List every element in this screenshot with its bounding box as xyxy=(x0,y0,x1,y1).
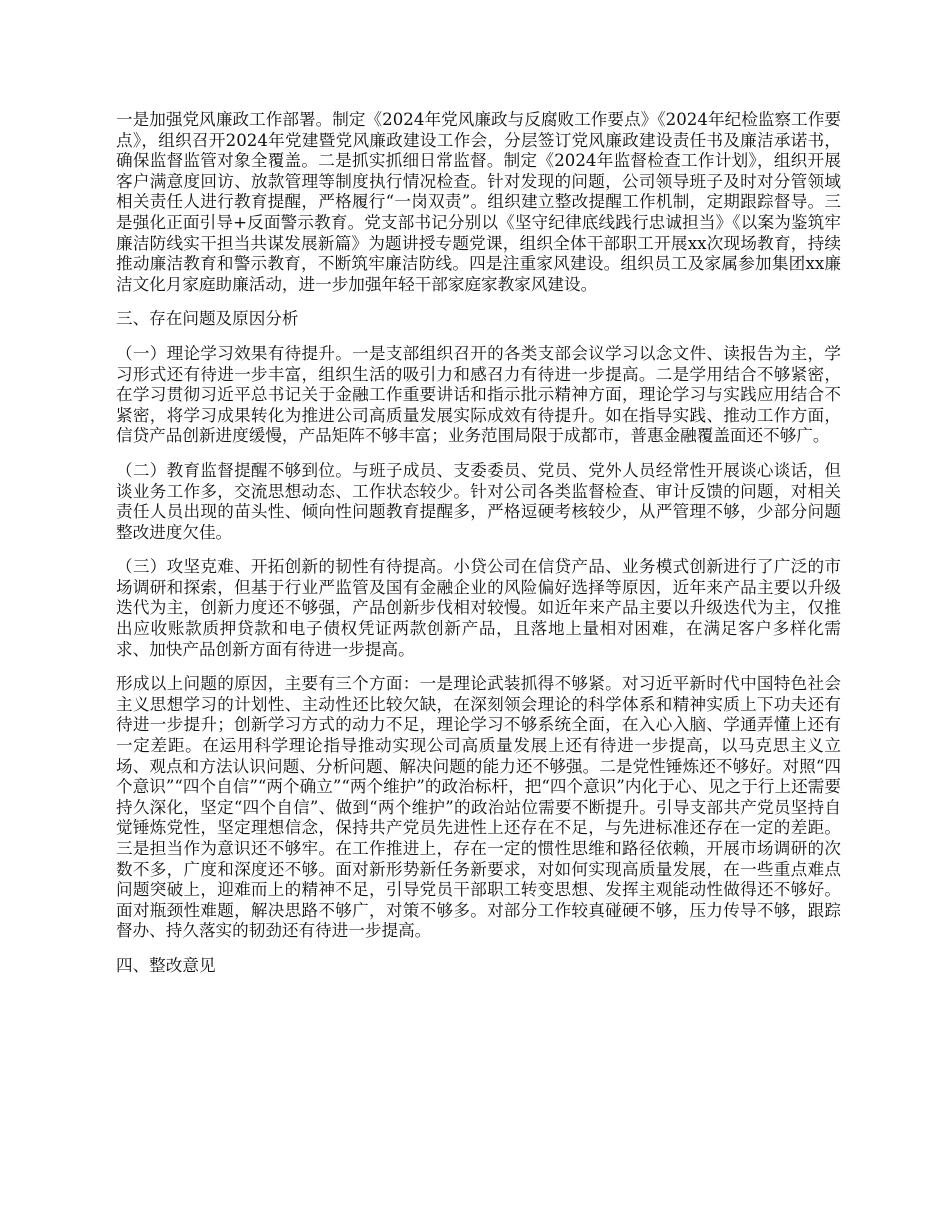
paragraph-innovation: （三）攻坚克难、开拓创新的韧性有待提高。小贷公司在信贷产品、业务模式创新进行了广泛的市场调研和探索，但基于行业严监管及国有金融企业的风险偏好选择等原因，近年来产品主要以升级迭代为主，创新力度还不够强，产品创新步伐相对较慢。如近年来产品主要以升级迭代为主，仅推出应收账款质押贷款和电子债权凭证两款创新产品，且落地上量相对困难，在满足客户多样化需求、加快产品创新方面有待进一步提高。 xyxy=(116,557,841,659)
document-page xyxy=(116,110,841,991)
paragraph-education-supervision: （二）教育监督提醒不够到位。与班子成员、支委委员、党员、党外人员经常性开展谈心谈话，但谈业务工作多，交流思想动态、工作状态较少。针对公司各类监督检查、审计反馈的问题，对相关责任人员出现的苗头性、倾向性问题教育提醒多，严格逗硬考核较少，从严管理不够，少部分问题整改进度欠佳。 xyxy=(116,460,841,542)
paragraph-supervision-work: 一是加强党风廉政工作部署。制定《2024年党风廉政与反腐败工作要点》《2024年纪检监察工作要点》，组织召开2024年党建暨党风廉政建设工作会，分层签订党风廉政建设责任书及廉洁承诺书，确保监督监管对象全覆盖。二是抓实抓细日常监督。制定《2024年监督检查工作计划》，组织开展客户满意度回访、放款管理等制度执行情况检查。针对发现的问题，公司领导班子及时对分管领域相关责任人进行教育提醒，严格履行“一岗双责”。组织建立整改提醒工作机制，定期跟踪督导。三是强化正面引导+反面警示教育。党支部书记分别以《坚守纪律底线践行忠诚担当》《以案为鉴筑牢廉洁防线实干担当共谋发展新篇》为题讲授专题党课，组织全体干部职工开展xx次现场教育，持续推动廉洁教育和警示教育，不断筑牢廉洁防线。四是注重家风建设。组织员工及家属参加集团xx廉洁文化月家庭助廉活动，进一步加强年轻干部家庭家教家风建设。 xyxy=(116,110,841,294)
section-heading-rectification: 四、整改意见 xyxy=(116,955,216,975)
paragraph-cause-analysis: 形成以上问题的原因，主要有三个方面：一是理论武装抓得不够紧。对习近平新时代中国特色社会主义思想学习的计划性、主动性还比较欠缺，在深刻领会理论的科学体系和精神实质上下功夫还有待进一步提升；创新学习方式的动力不足，理论学习不够系统全面，在入心入脑、学通弄懂上还有一定差距。在运用科学理论指导推动实现公司高质量发展上还有待进一步提高，以马克思主义立场、观点和方法认识问题、分析问题、解决问题的能力还不够强。二是党性锤炼还不够好。对照“四个意识”“四个自信”“两个确立”“两个维护”的政治标杆，把“四个意识”内化于心、见之于行上还需要持久深化，坚定“四个自信”、做到“两个维护”的政治站位需要不断提升。引导支部共产党员坚持自觉锤炼党性，坚定理想信念，保持共产党员先进性上还存在不足，与先进标准还存在一定的差距。三是担当作为意识还不够牢。在工作推进上，存在一定的惯性思维和路径依赖，开展市场调研的次数不多，广度和深度还不够。面对新形势新任务新要求，对如何实现高质量发展，在一些重点难点问题突破上，迎难而上的精神不足，引导党员干部职工转变思想、发挥主观能动性做得还不够好。面对瓶颈性难题，解决思路不够广，对策不够多。对部分工作较真碰硬不够，压力传导不够，跟踪督办、持久落实的韧劲还有待进一步提高。 xyxy=(116,674,841,941)
paragraph-theory-study: （一）理论学习效果有待提升。一是支部组织召开的各类支部会议学习以念文件、读报告为主，学习形式还有待进一步丰富，组织生活的吸引力和感召力有待进一步提高。二是学用结合不够紧密，在学习贯彻习近平总书记关于金融工作重要讲话和指示批示精神方面，理论学习与实践应用结合不紧密，将学习成果转化为推进公司高质量发展实际成效有待提升。如在指导实践、推动工作方面，信贷产品创新进度缓慢，产品矩阵不够丰富；业务范围局限于成都市，普惠金融覆盖面还不够广。 xyxy=(116,343,841,446)
section-heading-problems: 三、存在问题及原因分析 xyxy=(116,309,299,329)
